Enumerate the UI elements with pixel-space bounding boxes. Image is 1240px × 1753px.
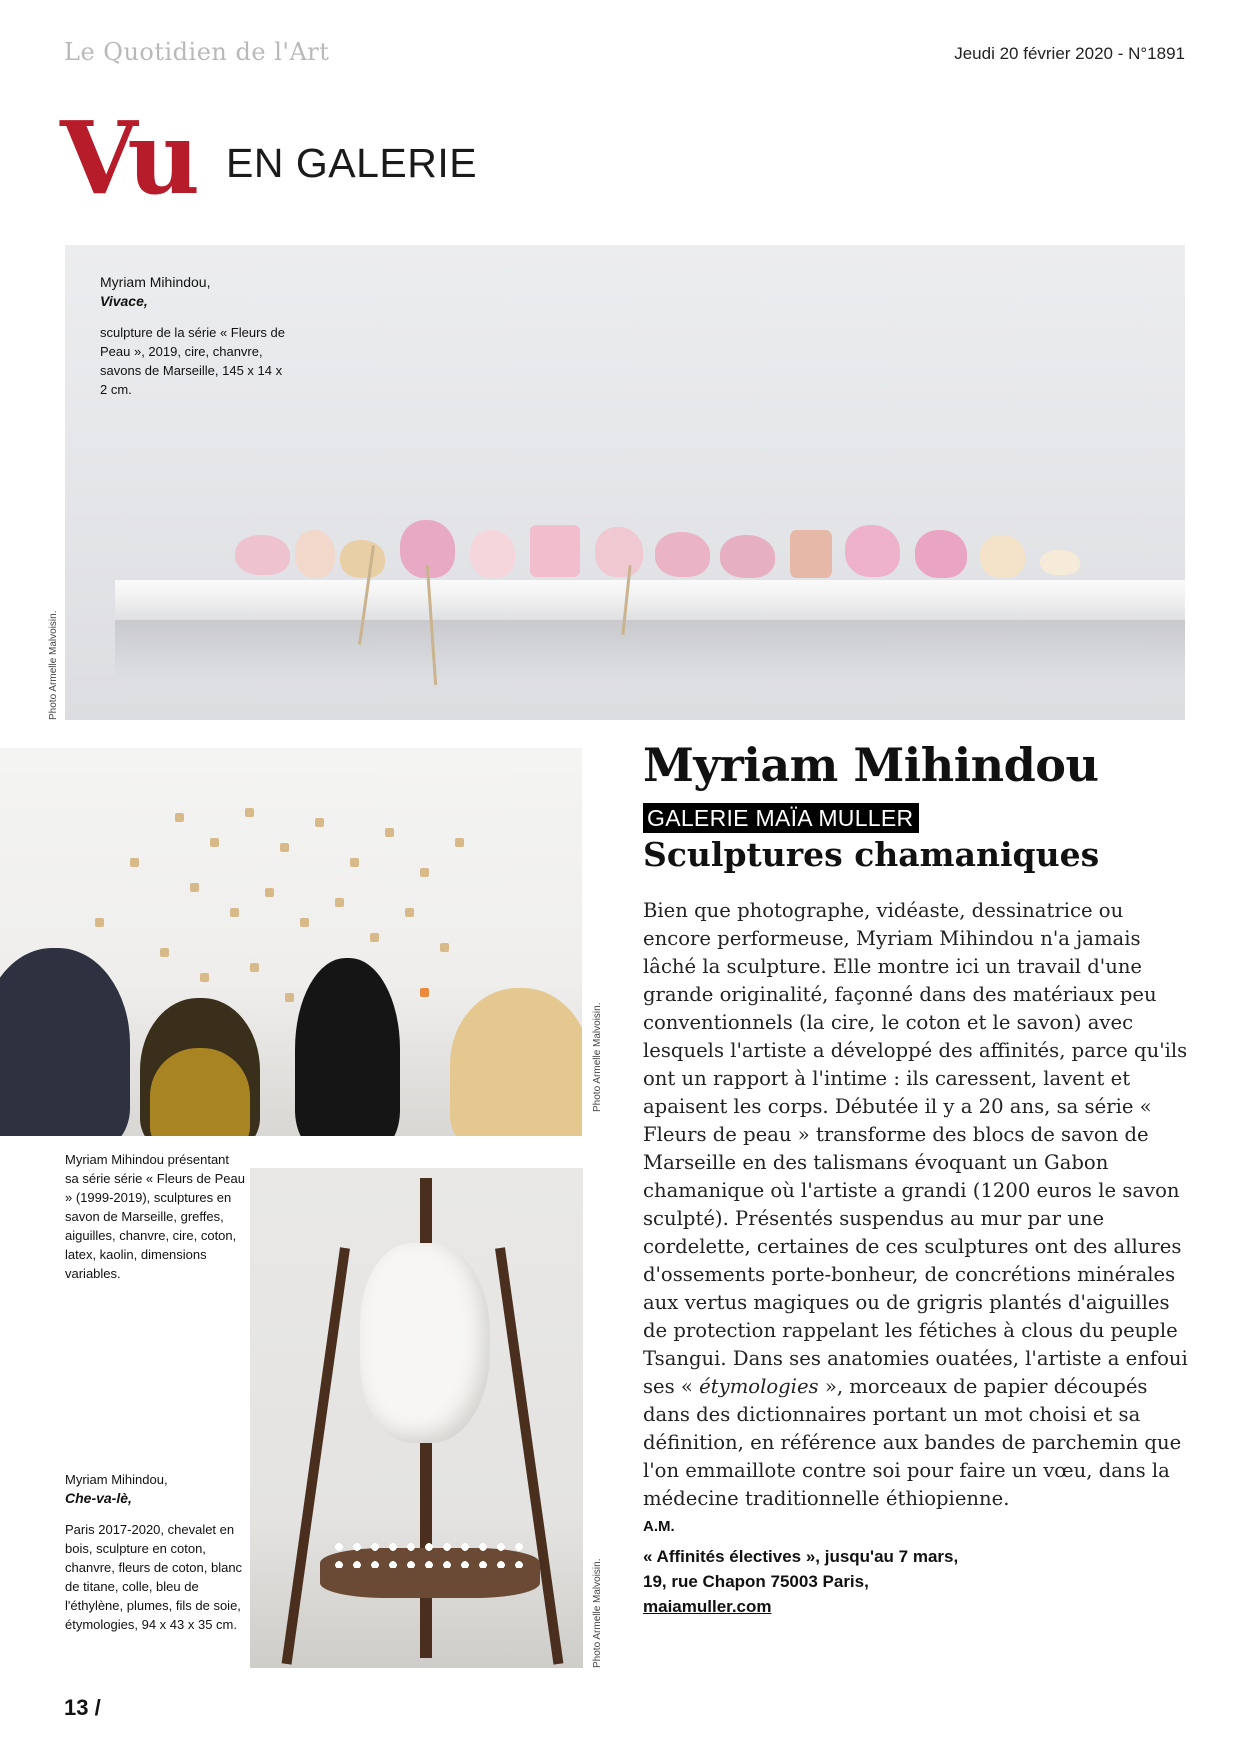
wall-sculpture [245, 808, 254, 817]
wall-sculpture [265, 888, 274, 897]
wall-sculpture [455, 838, 464, 847]
caption-description: sculpture de la série « Fleurs de Peau », 2019, cire, chanvre, savons de Marseille, 145 x 14 x 2 cm. [100, 325, 285, 397]
yellow-scarf [150, 1048, 250, 1136]
article-gallery: GALERIE MAÏA MULLER [643, 803, 919, 833]
visitor-figure [450, 988, 582, 1136]
page-number: 13 / [64, 1695, 101, 1720]
section-en-galerie: EN GALERIE [226, 140, 478, 186]
easel-leg [495, 1247, 563, 1664]
wall-sculpture [230, 908, 239, 917]
wall-sculpture [95, 918, 104, 927]
caption-artist: Myriam Mihindou, [65, 1472, 168, 1487]
soap-sculpture [235, 535, 290, 575]
caption-fleurs-de-peau: Myriam Mihindou présentant sa série série « Fleurs de Peau » (1999-2019), sculptures en savon de Marseille, greffes, aiguilles, chanvre, cire, coton, latex, kaolin, dimensions variables. [65, 1152, 245, 1281]
wall-sculpture [175, 813, 184, 822]
body-text: Bien que photographe, vidéaste, dessinatrice ou encore performeuse, Myriam Mihindou n'a jamais lâché la sculpture. Elle montre ici un travail d'une grande originalité, façonné dans des matériaux peu conventionnels (la cire, le coton et le savon) avec lesquels l'artiste a développé des affinités, parce qu'ils ont un rapport à l'intime : ils caressent, lavent et apaisent les corps. Débutée il y a 20 ans, sa série « Fleurs de peau » transforme des blocs de savon de Marseille en des talismans évoquant un Gabon chamanique où l'artiste a grandi (1200 euros le savon sculpté). Présentés suspendus au mur par une cordelette, certaines de ces sculptures ont des allures d'ossements porte-bonheur, de concrétions minérales aux vertus magiques ou de grigris plantés d'aiguilles de protection rappelant les fétiches à clous du peuple Tsangui. Dans ses anatomies ouatées, l'artiste a enfoui ses « [643, 899, 1188, 1398]
wall-sculpture [130, 858, 139, 867]
caption-title: Che-va-lè, [65, 1490, 132, 1506]
caption-description: Paris 2017-2020, chevalet en bois, sculpture en coton, chanvre, fleurs de coton, blanc de titane, colle, bleu de l'éthylène, plumes, fils de soie, étymologies, 94 x 43 x 35 cm. [65, 1522, 243, 1632]
soap-sculpture [1040, 550, 1080, 575]
wall-sculpture [385, 828, 394, 837]
wall-sculpture [285, 993, 294, 1002]
wall-sculpture [420, 988, 429, 997]
artist-figure [295, 958, 400, 1136]
wall-sculpture [160, 948, 169, 957]
wall-sculpture [210, 838, 219, 847]
article-artist: Myriam Mihindou [643, 738, 1099, 792]
soap-sculpture [295, 530, 335, 578]
issue-date: Jeudi 20 février 2020 - N°1891 [954, 44, 1185, 63]
wall-sculpture [440, 943, 449, 952]
wall-sculpture [350, 858, 359, 867]
wall-sculpture [190, 883, 199, 892]
wall-sculpture [250, 963, 259, 972]
photo-artist-presenting [0, 748, 582, 1136]
photo-credit: Photo Armelle Malvoisin. [592, 1558, 603, 1668]
wall-sculpture [405, 908, 414, 917]
wall-sculpture [315, 818, 324, 827]
visitor-figure [0, 948, 130, 1136]
photo-credit: Photo Armelle Malvoisin. [592, 1002, 603, 1112]
soap-sculpture [915, 530, 967, 578]
photo-che-va-le [250, 1168, 583, 1668]
wall-sculpture [420, 868, 429, 877]
soap-sculpture [595, 527, 643, 577]
shelf-shadow [115, 620, 1185, 680]
soap-sculpture [340, 540, 385, 578]
caption-che-va-le [65, 1470, 245, 1634]
masthead: Le Quotidien de l'Art [64, 38, 330, 66]
exhibition-info [643, 1544, 958, 1619]
cotton-sculpture [360, 1243, 490, 1443]
article-signature: A.M. [643, 1518, 675, 1535]
soap-sculpture [470, 530, 515, 578]
wall-sculpture [200, 973, 209, 982]
soap-sculpture [980, 535, 1025, 578]
soap-sculpture [530, 525, 580, 577]
soap-sculpture [720, 535, 775, 578]
photo-credit: Photo Armelle Malvoisin. [48, 610, 59, 720]
caption-vivace [100, 273, 290, 399]
wall-sculpture [300, 918, 309, 927]
section-vu: Vu [60, 99, 196, 217]
body-text: », morceaux de papier découpés dans des dictionnaires portant un mot choisi et sa définition, en référence aux bandes de parchemin que l'on emmaillote contre soi pour faire un vœu, dans la médecine traditionnelle éthiopienne. [643, 1375, 1182, 1510]
soap-sculpture [655, 532, 710, 577]
caption-title: Vivace, [100, 293, 148, 309]
body-emphasis: étymologies [699, 1375, 819, 1398]
easel-leg [282, 1247, 350, 1664]
exhibition-address: 19, rue Chapon 75003 Paris, [643, 1572, 869, 1591]
soap-sculpture [845, 525, 900, 577]
wall-sculpture [280, 843, 289, 852]
exhibition-title-dates: « Affinités électives », jusqu'au 7 mars, [643, 1547, 959, 1566]
caption-artist: Myriam Mihindou, [100, 274, 211, 290]
gallery-website-link[interactable]: maiamuller.com [643, 1597, 772, 1616]
article-headline: Sculptures chamaniques [643, 835, 1100, 874]
wall-sculpture [335, 898, 344, 907]
article-body [643, 897, 1188, 1513]
cotton-flowers [330, 1538, 530, 1568]
wall-sculpture [370, 933, 379, 942]
shelf [115, 580, 1185, 620]
soap-sculpture [790, 530, 832, 578]
